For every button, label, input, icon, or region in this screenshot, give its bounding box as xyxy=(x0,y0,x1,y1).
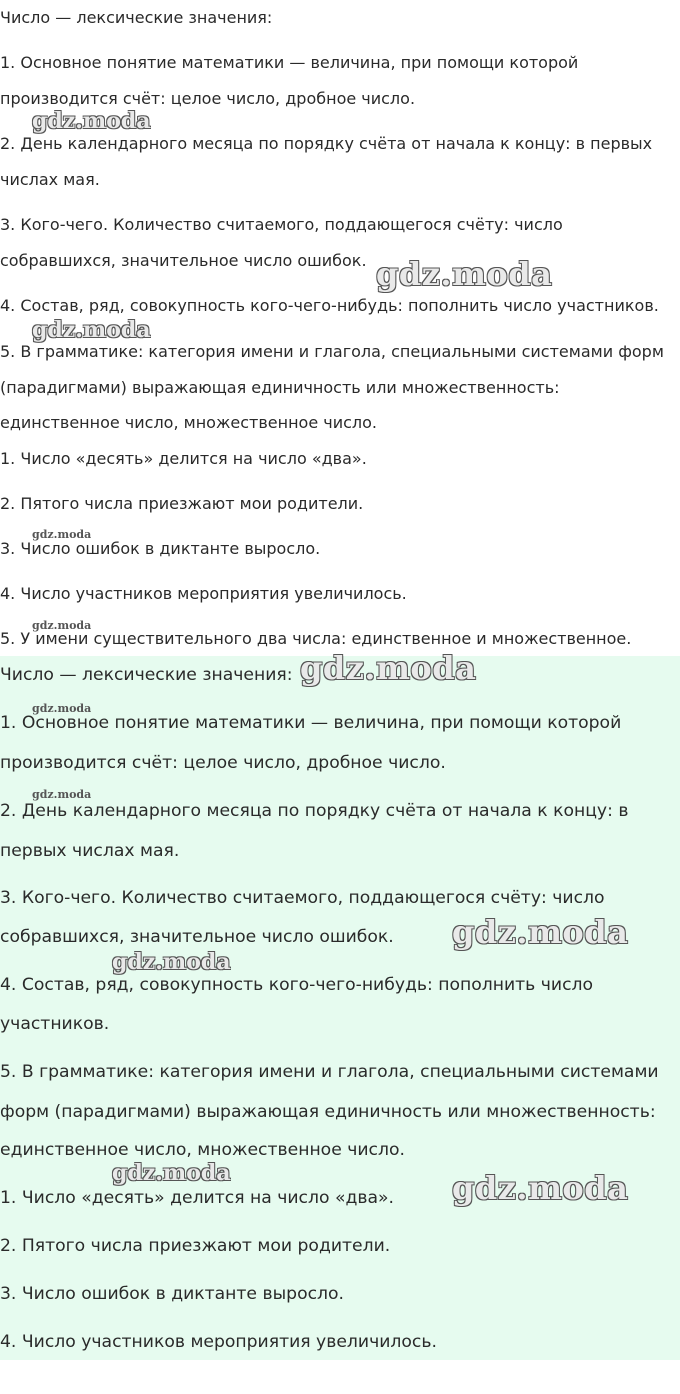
watermark: gdz.moda xyxy=(32,619,92,632)
text-line: 4. Состав, ряд, совокупность кого-чего-нибудь: пополнить число участников. xyxy=(0,296,659,315)
watermark: gdz.moda xyxy=(376,255,553,293)
text-line: 3. Кого-чего. Количество считаемого, поддающегося счёту: число xyxy=(0,215,563,234)
text-line: 4. Число участников мероприятия увеличилось. xyxy=(0,584,407,603)
text-line: 4. Состав, ряд, совокупность кого-чего-нибудь: пополнить число xyxy=(0,975,594,995)
watermark: gdz.moda xyxy=(112,949,231,975)
watermark: gdz.moda xyxy=(112,1160,231,1186)
text-line: первых числах мая. xyxy=(0,841,180,861)
text-line: 2. День календарного месяца по порядку счёта от начала к концу: в первых xyxy=(0,134,653,153)
text-line: форм (парадигмами) выражающая единичность или множественность: xyxy=(0,1102,656,1122)
text-line: 2. Пятого числа приезжают мои родители. xyxy=(0,494,364,513)
text-line: единственное число, множественное число. xyxy=(0,1140,405,1160)
text-line: (парадигмами) выражающая единичность или множественность: xyxy=(0,378,560,397)
text-line: 5. У имени существительного два числа: единственное и множественное. xyxy=(0,629,632,648)
text-line: числах мая. xyxy=(0,170,100,189)
text-line: 3. Число ошибок в диктанте выросло. xyxy=(0,539,321,558)
text-line: собравшихся, значительное число ошибок. xyxy=(0,927,394,947)
text-line: собравшихся, значительное число ошибок. xyxy=(0,251,367,270)
text-line: 5. В грамматике: категория имени и глагола, специальными системами xyxy=(0,1062,659,1082)
watermark: gdz.moda xyxy=(452,913,629,951)
text-line: 1. Основное понятие математики — величина, при помощи которой xyxy=(0,713,622,733)
text-line: 4. Число участников мероприятия увеличилось. xyxy=(0,1332,437,1352)
text-line: 2. Пятого числа приезжают мои родители. xyxy=(0,1236,391,1256)
text-line: производится счёт: целое число, дробное число. xyxy=(0,89,416,108)
watermark: gdz.moda xyxy=(32,702,92,715)
text-line: 1. Число «десять» делится на число «два». xyxy=(0,1188,395,1208)
watermark: gdz.moda xyxy=(32,788,92,801)
text-line: 1. Основное понятие математики — величина, при помощи которой xyxy=(0,53,579,72)
watermark: gdz.moda xyxy=(300,649,477,687)
watermark: gdz.moda xyxy=(452,1169,629,1207)
text-line: 3. Кого-чего. Количество считаемого, поддающегося счёту: число xyxy=(0,888,605,908)
text-line: единственное число, множественное число. xyxy=(0,413,377,432)
text-line: 3. Число ошибок в диктанте выросло. xyxy=(0,1284,345,1304)
watermark: gdz.moda xyxy=(32,108,151,134)
text-line: участников. xyxy=(0,1014,110,1034)
text-line: 5. В грамматике: категория имени и глагола, специальными системами форм xyxy=(0,342,664,361)
text-line: производится счёт: целое число, дробное число. xyxy=(0,753,446,773)
heading-line: Число — лексические значения: xyxy=(0,8,273,27)
watermark: gdz.moda xyxy=(32,317,151,343)
heading-line: Число — лексические значения: xyxy=(0,665,293,685)
text-line: 2. День календарного месяца по порядку счёта от начала к концу: в xyxy=(0,801,629,821)
watermark: gdz.moda xyxy=(32,528,92,541)
text-line: 1. Число «десять» делится на число «два». xyxy=(0,449,367,468)
